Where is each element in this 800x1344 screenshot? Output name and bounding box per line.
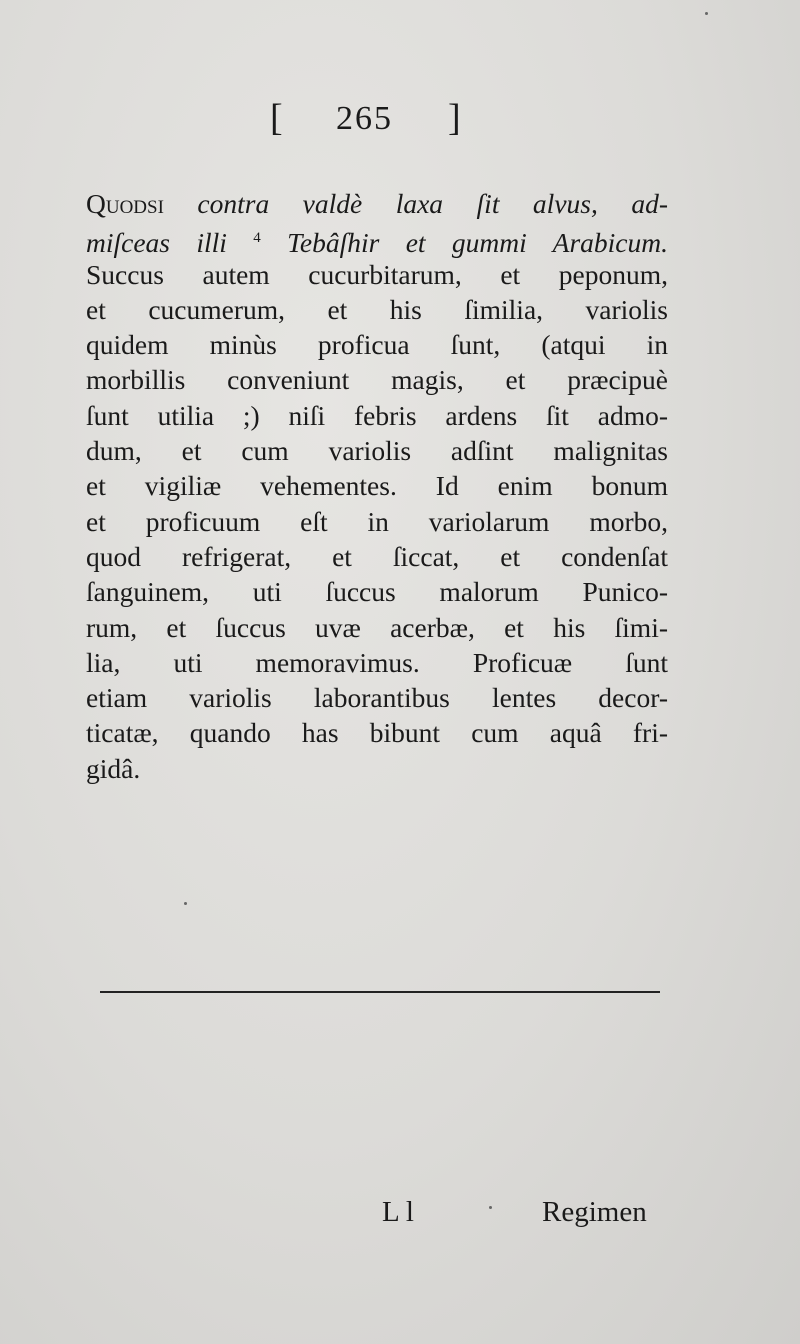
- text-line: lia, uti memoravimus. Proficuæ ſunt: [86, 646, 668, 678]
- text-line: et vigiliæ vehementes. Id enim bonum: [86, 470, 668, 502]
- ink-speck: [705, 12, 708, 15]
- ink-speck: [489, 1206, 492, 1209]
- page-header: [270, 96, 470, 166]
- text-line: quidem minùs proficua ſunt, (atqui in: [86, 329, 668, 361]
- ink-speck: [184, 902, 187, 905]
- text-line: Succus autem cucurbitarum, et peponum,: [86, 258, 668, 290]
- header-bracket-open: [: [270, 97, 285, 139]
- page-footer: [0, 1196, 800, 1246]
- text-line: [86, 221, 668, 259]
- footnote-marker: 4: [253, 230, 261, 247]
- text-line: ſunt utilia ;) niſi febris ardens ſit admo-: [86, 399, 668, 431]
- text-line: ſanguinem, uti ſuccus malorum Punico-: [86, 576, 668, 608]
- text-line: et cucumerum, et his ſimilia, variolis: [86, 293, 668, 325]
- section-rule: [100, 991, 660, 993]
- signature-mark: L l: [382, 1196, 414, 1228]
- opening-word: Quodsi: [86, 188, 164, 219]
- text-line: etiam variolis laborantibus lentes decor-: [86, 682, 668, 714]
- text-line: dum, et cum variolis adſint malignitas: [86, 435, 668, 467]
- text-line-italic: contra valdè laxa ſit alvus, ad-: [163, 188, 668, 219]
- text-line: [86, 186, 668, 221]
- text-line: rum, et ſuccus uvæ acerbæ, et his ſimi-: [86, 611, 668, 643]
- text-line: et proficuum eſt in variolarum morbo,: [86, 505, 668, 537]
- text-line-italic: miſceas illi: [86, 227, 254, 259]
- text-line: ticatæ, quando has bibunt cum aquâ fri-: [86, 717, 668, 749]
- text-line-italic: Tebâſhir et gummi Arabicum.: [260, 227, 668, 259]
- text-line: quod refrigerat, et ſiccat, et condenſat: [86, 540, 668, 572]
- catchword: Regimen: [542, 1196, 647, 1228]
- page-number: 265: [336, 100, 393, 137]
- body-paragraph: [86, 186, 668, 786]
- header-bracket-close: ]: [448, 97, 463, 139]
- text-line: morbillis conveniunt magis, et præcipuè: [86, 364, 668, 396]
- text-line: gidâ.: [86, 752, 141, 784]
